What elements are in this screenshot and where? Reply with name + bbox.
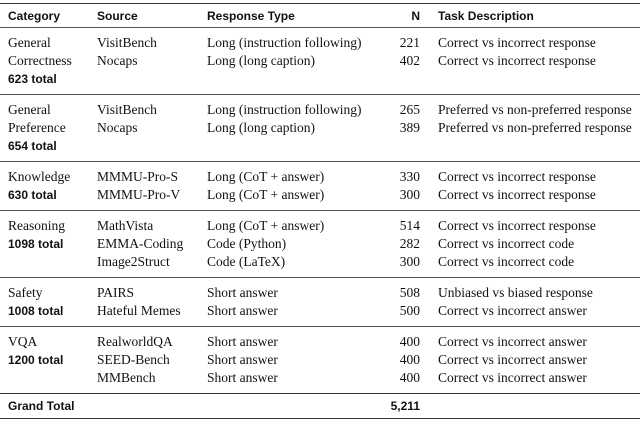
- n-cell: 400: [399, 352, 420, 367]
- table-row: [0, 52, 640, 70]
- table-row: [0, 253, 640, 278]
- task-description-cell: Correct vs incorrect response: [438, 187, 596, 202]
- table-row: [0, 235, 640, 253]
- source-cell: MMMU-Pro-V: [97, 187, 181, 202]
- table-row: [0, 369, 640, 394]
- category-name: Reasoning: [0, 211, 97, 236]
- response-type-cell: Long (long caption): [207, 120, 315, 135]
- header-row: [0, 4, 640, 28]
- task-description-cell: Correct vs incorrect response: [438, 162, 640, 187]
- category-total: 623 total: [8, 72, 57, 86]
- category-group: [0, 28, 640, 95]
- n-cell: 300: [399, 254, 420, 269]
- header-source: Source: [97, 4, 207, 28]
- response-type-cell: Long (long caption): [207, 53, 315, 68]
- response-type-cell: Long (CoT + answer): [207, 162, 378, 187]
- category-name: General: [0, 95, 97, 120]
- task-description-cell: Preferred vs non-preferred response: [438, 95, 640, 120]
- category-group: [0, 327, 640, 394]
- table-row: [0, 70, 640, 95]
- grand-total-label: Grand Total: [0, 394, 97, 419]
- source-cell: Nocaps: [97, 53, 138, 68]
- response-type-cell: Code (LaTeX): [207, 254, 286, 269]
- source-cell: MathVista: [97, 211, 207, 236]
- table-row: [0, 95, 640, 120]
- response-type-cell: Long (instruction following): [207, 35, 362, 50]
- table-row: [0, 278, 640, 303]
- category-total: 630 total: [8, 188, 57, 202]
- source-cell: Hateful Memes: [97, 303, 181, 318]
- category-name: VQA: [0, 327, 97, 352]
- task-description-cell: Correct vs incorrect answer: [438, 303, 587, 318]
- source-cell: MMBench: [97, 370, 156, 385]
- category-name: Preference: [8, 120, 66, 135]
- task-description-cell: Correct vs incorrect response: [438, 211, 640, 236]
- table-row: [0, 28, 640, 53]
- category-group: [0, 95, 640, 162]
- task-description-cell: Correct vs incorrect response: [438, 35, 596, 50]
- response-type-cell: Long (instruction following): [207, 95, 378, 120]
- source-cell: Nocaps: [97, 120, 138, 135]
- dataset-table: [0, 3, 640, 419]
- source-cell: SEED-Bench: [97, 352, 170, 367]
- header-n: N: [378, 4, 438, 28]
- source-cell: RealworldQA: [97, 327, 207, 352]
- response-type-cell: Long (CoT + answer): [207, 187, 325, 202]
- category-total: 1098 total: [8, 237, 64, 251]
- table-row: [0, 137, 640, 162]
- grand-total-row: [0, 394, 640, 419]
- task-description-cell: Correct vs incorrect code: [438, 236, 575, 251]
- category-name: Knowledge: [0, 162, 97, 187]
- response-type-cell: Short answer: [207, 352, 278, 367]
- header-response-type: Response Type: [207, 4, 378, 28]
- table-row: [0, 119, 640, 137]
- response-type-cell: Short answer: [207, 327, 378, 352]
- category-total: 1200 total: [8, 353, 64, 367]
- table-row: [0, 351, 640, 369]
- response-type-cell: Code (Python): [207, 236, 287, 251]
- response-type-cell: Short answer: [207, 278, 378, 303]
- n-cell: 221: [399, 35, 420, 50]
- table-row: [0, 186, 640, 211]
- table-row: [0, 302, 640, 327]
- category-name: General: [8, 35, 51, 50]
- category-group: [0, 211, 640, 278]
- grand-total-n: 5,211: [378, 394, 438, 419]
- response-type-cell: Long (CoT + answer): [207, 211, 378, 236]
- n-cell: 500: [399, 303, 420, 318]
- task-description-cell: Correct vs incorrect code: [438, 254, 575, 269]
- source-cell: VisitBench: [97, 95, 207, 120]
- source-cell: PAIRS: [97, 278, 207, 303]
- table-row: [0, 327, 640, 352]
- source-cell: MMMU-Pro-S: [97, 162, 207, 187]
- table-row: [0, 211, 640, 236]
- source-cell: Image2Struct: [97, 254, 170, 269]
- source-cell: EMMA-Coding: [97, 236, 184, 251]
- category-name: Safety: [0, 278, 97, 303]
- header-category: Category: [0, 4, 97, 28]
- table-row: [0, 162, 640, 187]
- category-group: [0, 278, 640, 327]
- task-description-cell: Correct vs incorrect response: [438, 53, 596, 68]
- category-total: 654 total: [8, 139, 57, 153]
- task-description-cell: Unbiased vs biased response: [438, 278, 640, 303]
- header-task: Task Description: [438, 4, 640, 28]
- category-name: Correctness: [8, 53, 72, 68]
- n-cell: 402: [399, 53, 420, 68]
- n-cell: 300: [399, 187, 420, 202]
- n-cell: 508: [378, 278, 438, 303]
- task-description-cell: Preferred vs non-preferred response: [438, 120, 632, 135]
- task-description-cell: Correct vs incorrect answer: [438, 327, 640, 352]
- category-group: [0, 162, 640, 211]
- task-description-cell: Correct vs incorrect answer: [438, 370, 587, 385]
- task-description-cell: Correct vs incorrect answer: [438, 352, 587, 367]
- source-cell: VisitBench: [97, 35, 157, 50]
- n-cell: 514: [378, 211, 438, 236]
- category-total: 1008 total: [8, 304, 64, 318]
- response-type-cell: Short answer: [207, 303, 278, 318]
- n-cell: 400: [399, 370, 420, 385]
- n-cell: 400: [378, 327, 438, 352]
- n-cell: 282: [399, 236, 420, 251]
- response-type-cell: Short answer: [207, 370, 278, 385]
- n-cell: 389: [399, 120, 420, 135]
- n-cell: 330: [378, 162, 438, 187]
- n-cell: 265: [378, 95, 438, 120]
